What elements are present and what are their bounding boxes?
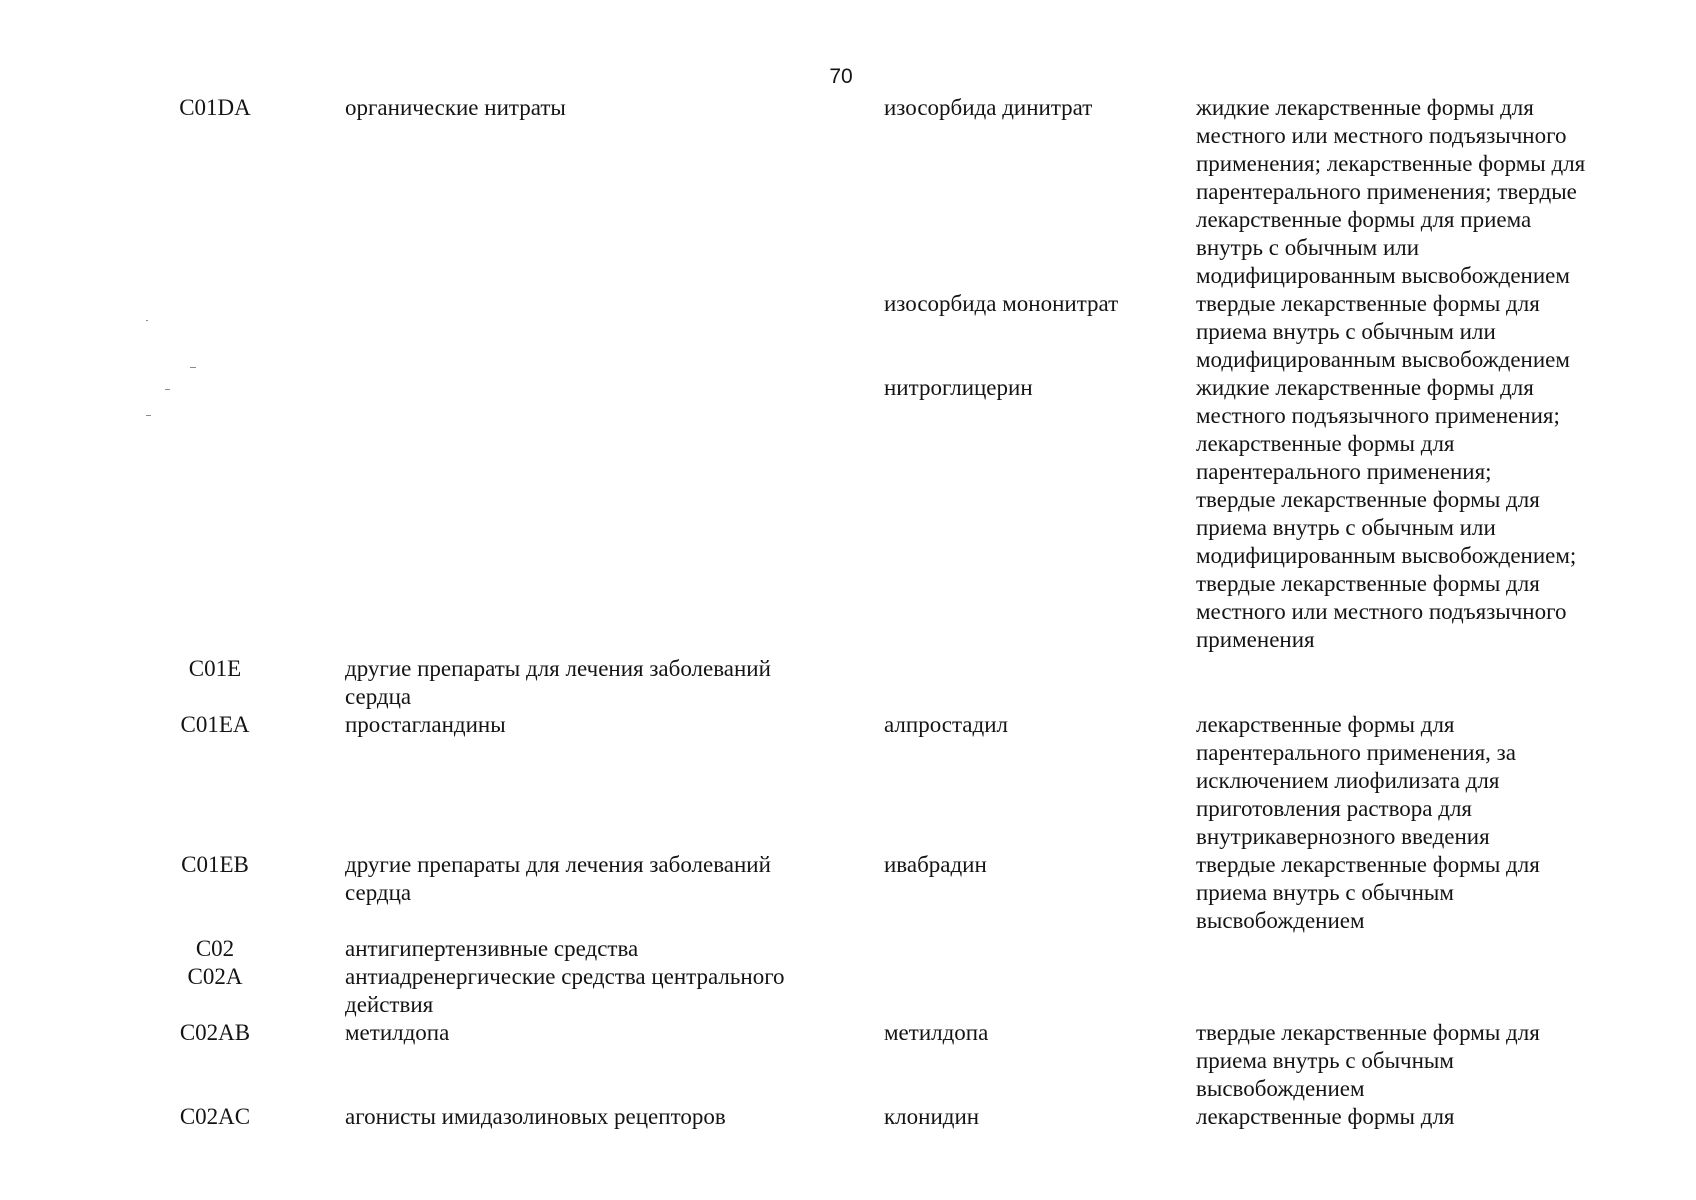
dosage-forms: жидкие лекарственные формы для местного или местного подъязычного применения; лекарственные формы для парентерального применения; твердые лекарственные формы для приема внутрь с обычным или модифицированным высвобождением bbox=[1196, 95, 1586, 288]
scan-speck bbox=[146, 320, 148, 321]
drug-name: изосорбида мононитрат bbox=[884, 291, 1119, 316]
group-description: агонисты имидазолиновых рецепторов bbox=[345, 1104, 726, 1129]
atc-code: C02AB bbox=[179, 1020, 251, 1045]
group-description: другие препараты для лечения заболеваний сердца bbox=[345, 656, 771, 709]
atc-code: C01DA bbox=[179, 95, 251, 120]
drug-name: алпростадил bbox=[884, 712, 1009, 737]
drug-name: изосорбида динитрат bbox=[884, 95, 1093, 120]
atc-code: C01EA bbox=[180, 712, 250, 737]
drug-name: клонидин bbox=[884, 1104, 980, 1129]
atc-code: C01E bbox=[188, 656, 242, 681]
dosage-forms: лекарственные формы для парентерального применения, за исключением лиофилизата для приготовления раствора для внутрикавернозного введения bbox=[1196, 712, 1516, 849]
dosage-forms: твердые лекарственные формы для приема внутрь с обычным или модифицированным высвобождением bbox=[1196, 291, 1570, 372]
dosage-forms: твердые лекарственные формы для приема внутрь с обычным высвобождением bbox=[1196, 852, 1540, 933]
group-description: органические нитраты bbox=[345, 95, 566, 120]
group-description: антигипертензивные средства bbox=[345, 936, 639, 961]
group-description: антиадренергические средства центрального действия bbox=[345, 964, 785, 1017]
dosage-forms: твердые лекарственные формы для приема внутрь с обычным высвобождением bbox=[1196, 1020, 1540, 1101]
drug-name: нитроглицерин bbox=[884, 375, 1033, 400]
scan-speck bbox=[165, 389, 170, 390]
group-description: метилдопа bbox=[345, 1020, 450, 1045]
drug-name: ивабрадин bbox=[884, 852, 987, 877]
drug-name: метилдопа bbox=[884, 1020, 989, 1045]
dosage-forms: жидкие лекарственные формы для местного подъязычного применения; лекарственные формы для парентерального применения; твердые лекарственные формы для приема внутрь с обычным или модифицированным высвобождением; твердые лекарственные формы для местного или местного подъязычного применения bbox=[1196, 375, 1577, 652]
group-description: другие препараты для лечения заболеваний сердца bbox=[345, 852, 771, 905]
atc-code: C01EB bbox=[181, 852, 249, 877]
atc-code: C02AC bbox=[179, 1104, 251, 1129]
group-description: простагландины bbox=[345, 712, 506, 737]
dosage-forms: лекарственные формы для bbox=[1196, 1104, 1455, 1129]
scan-speck bbox=[146, 415, 151, 416]
page-number: 70 bbox=[829, 65, 853, 88]
atc-code: C02A bbox=[187, 964, 243, 989]
scan-speck bbox=[190, 367, 196, 368]
atc-code: C02 bbox=[195, 936, 235, 961]
